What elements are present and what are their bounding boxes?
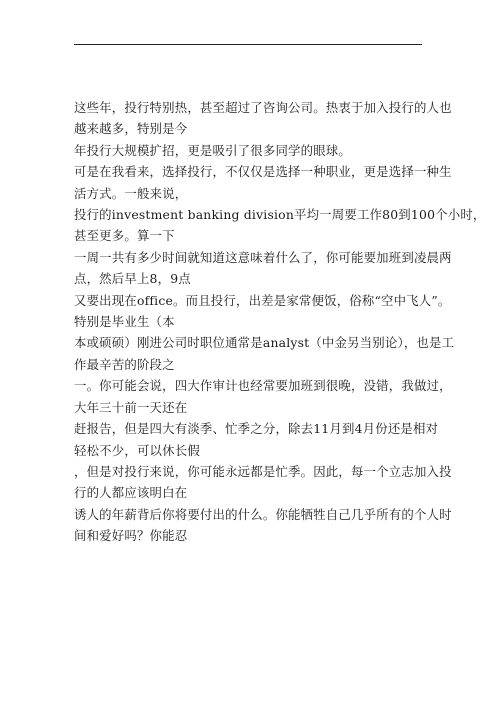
text-line: 又要出现在office。而且投行，出差是家常便饭，俗称“空中飞人”。 <box>74 292 451 308</box>
text-line: 赶报告，但是四大有淡季、忙季之分，除去11月到4月份还是相对 <box>74 421 439 437</box>
document-body <box>74 97 486 547</box>
text-line: 投行的investment banking division平均一周要工作80到100个小时， <box>74 207 486 223</box>
text-line: 作最辛苦的阶段之 <box>74 356 175 372</box>
text-line: 一。你可能会说，四大作审计也经常要加班到很晚，没错，我做过， <box>74 378 452 394</box>
text-line: 一周一共有多少时间就知道这意味着什么了，你可能要加班到凌晨两 <box>74 249 452 265</box>
text-line: 这些年，投行特别热，甚至超过了咨询公司。热衷于加入投行的人也 <box>74 100 452 115</box>
text-line: 可是在我看来，选择投行，不仅仅是选择一种职业，更是选择一种生 <box>74 164 452 180</box>
text-line: 间和爱好吗？你能忍 <box>74 528 188 544</box>
header-rule <box>74 44 422 45</box>
text-line: 年投行大规模扩招，更是吸引了很多同学的眼球。 <box>74 142 351 158</box>
text-line: ，但是对投行来说，你可能永远都是忙季。因此，每一个立志加入投 <box>74 463 452 479</box>
text-line: 大年三十前一天还在 <box>74 399 188 415</box>
text-line: 诱人的年薪背后你将要付出的什么。你能牺牲自己几乎所有的个人时 <box>74 506 452 522</box>
text-line: 点，然后早上8，9点 <box>74 271 191 287</box>
text-line: 轻松不少，可以休长假 <box>74 442 200 458</box>
text-line: 甚至更多。算一下 <box>74 228 175 244</box>
text-line: 越来越多，特别是今 <box>74 121 188 137</box>
text-line: 特别是毕业生（本 <box>74 314 175 330</box>
text-line: 行的人都应该明白在 <box>74 485 188 501</box>
text-line: 本或硕硕）刚进公司时职位通常是analyst（中金另当别论），也是工 <box>74 335 455 351</box>
text-line: 活方式。一般来说， <box>74 185 188 201</box>
